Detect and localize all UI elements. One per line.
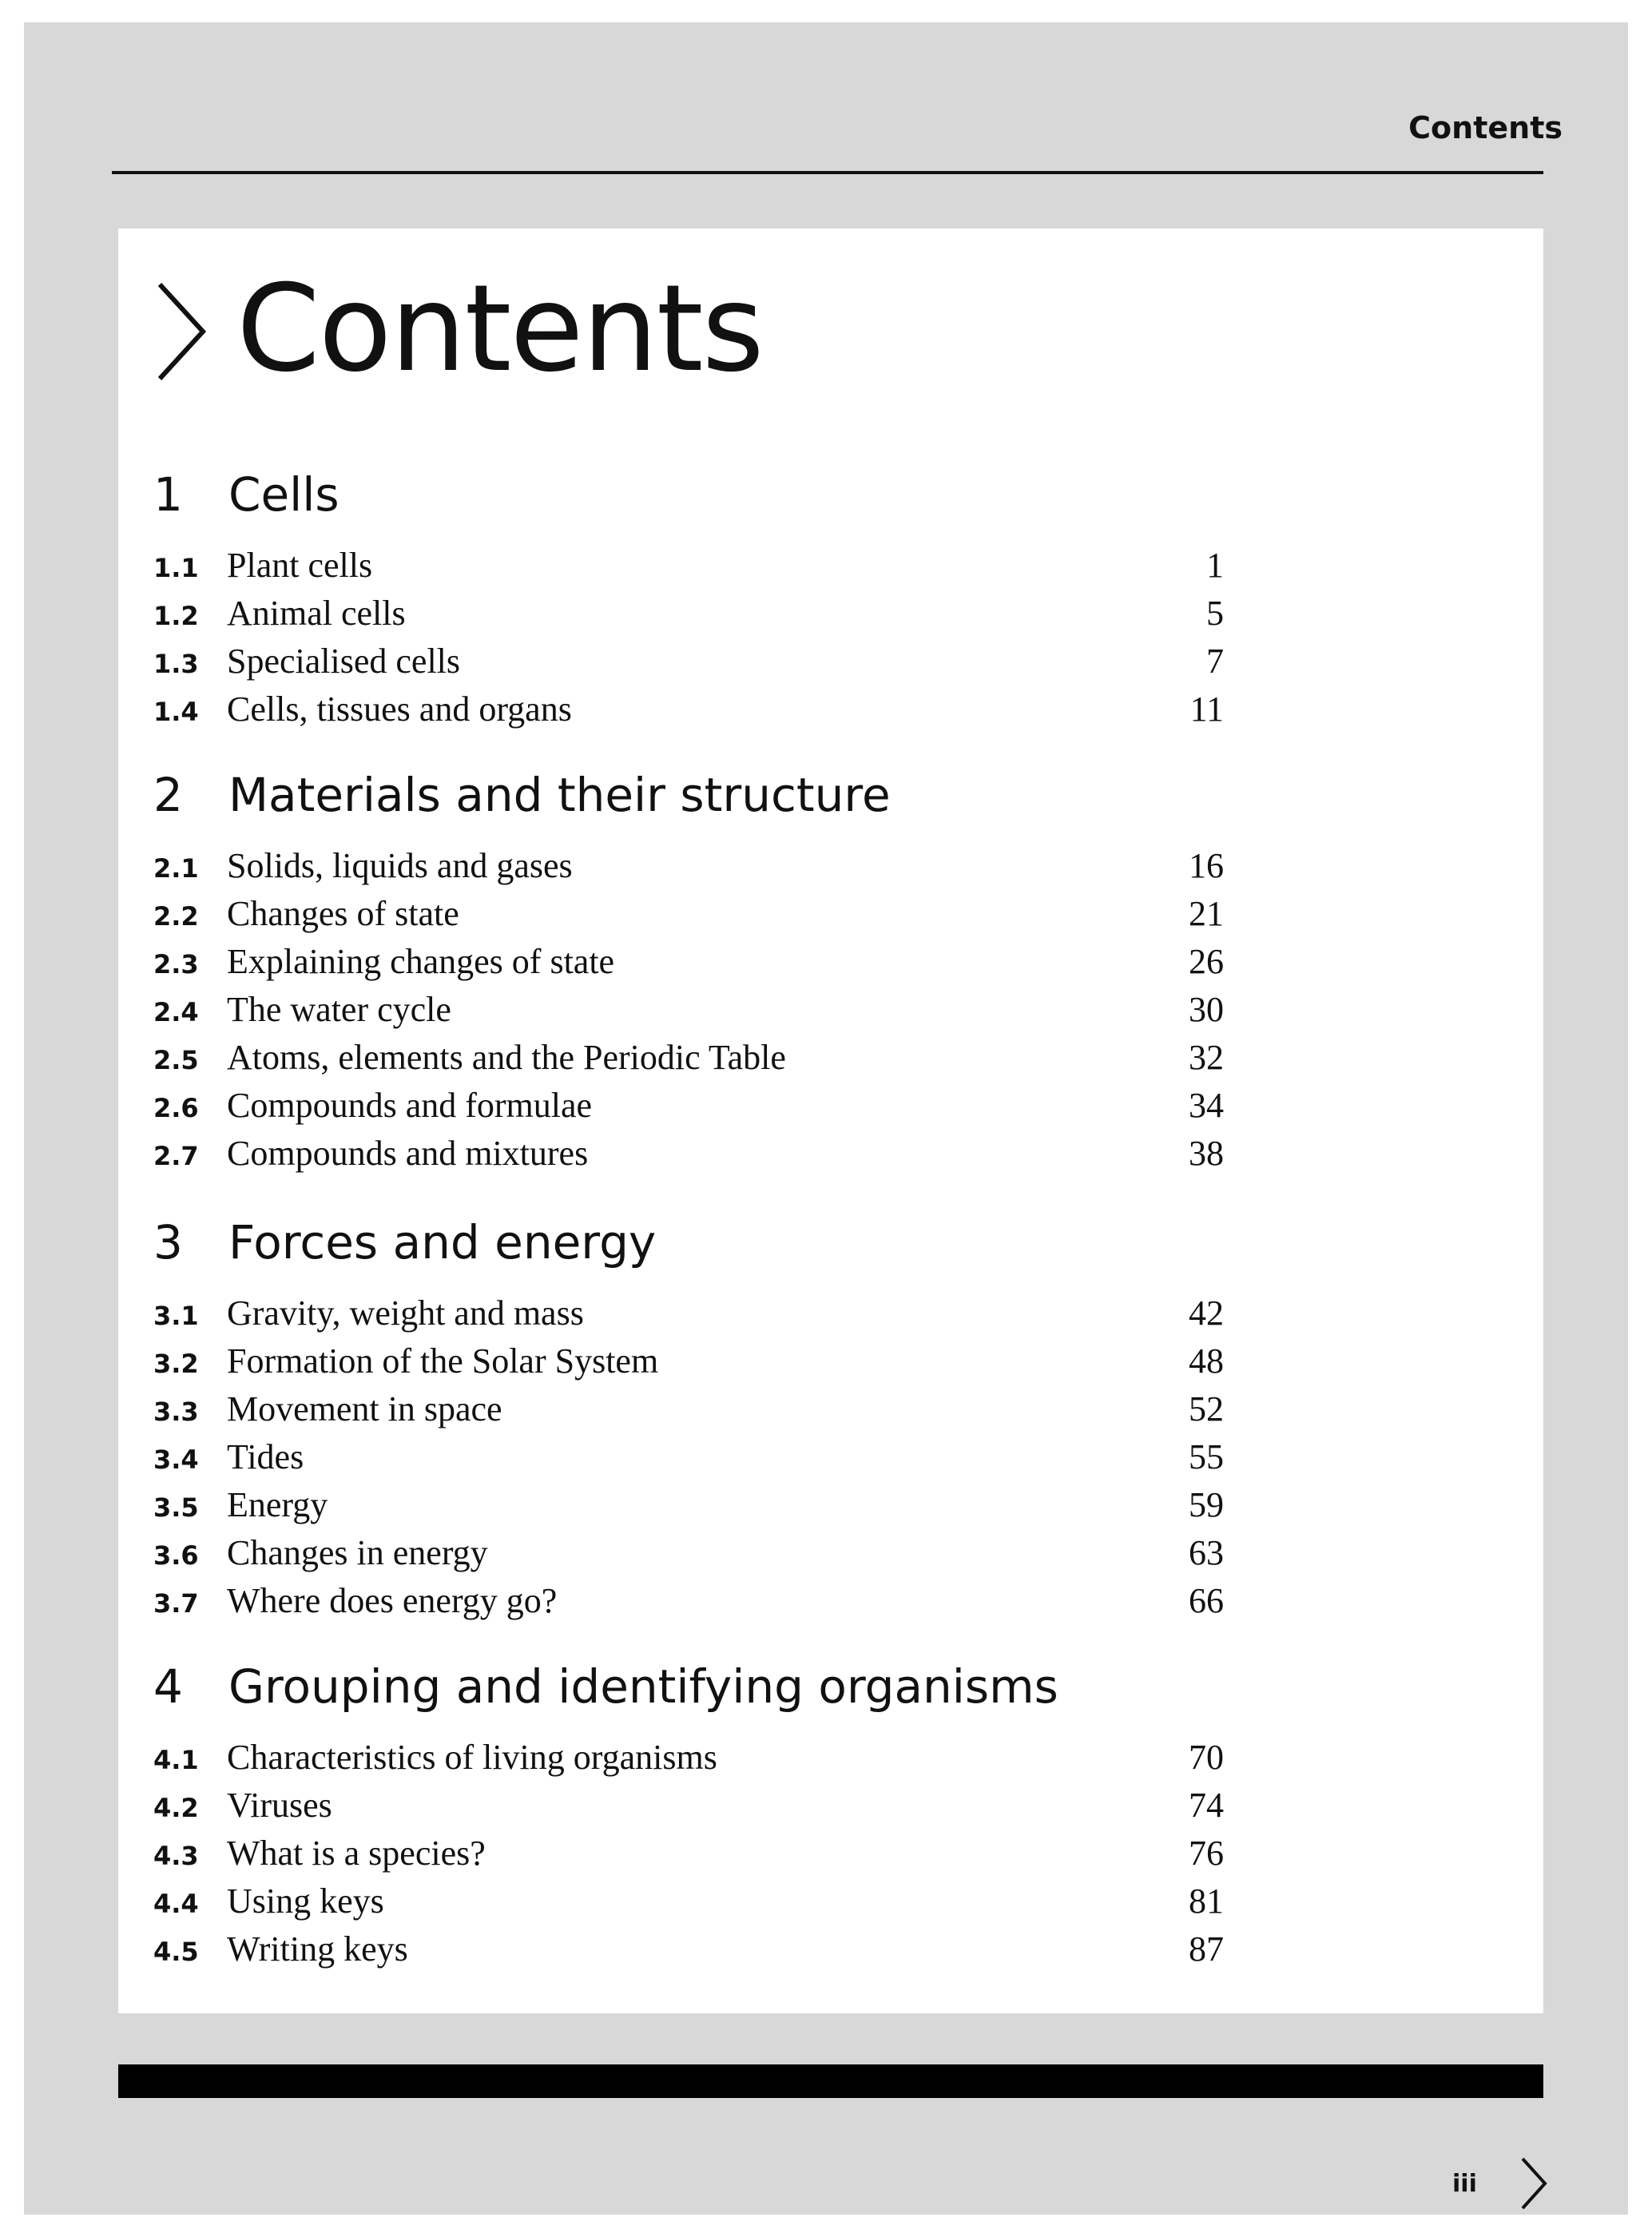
entry-number: 3.5 [153,1492,199,1523]
entry-page: 55 [1189,1437,1224,1476]
toc-entry[interactable] [153,844,1224,892]
toc-entry[interactable] [153,1927,1224,1975]
entry-page: 63 [1189,1533,1224,1572]
toc-entry[interactable] [153,1879,1224,1927]
entry-page: 16 [1189,846,1224,885]
entry-title: Characteristics of living organisms [227,1738,717,1777]
header-divider [112,171,1543,174]
entry-number: 1.3 [153,649,199,679]
entry-page: 21 [1189,894,1224,933]
entry-number: 3.4 [153,1444,199,1475]
toc-entry[interactable] [153,1531,1224,1579]
entry-title: Changes of state [227,894,459,933]
toc-entry[interactable] [153,1735,1224,1783]
entry-page: 76 [1189,1834,1224,1873]
entry-title: Plant cells [227,546,373,585]
toc-entry[interactable] [153,987,1224,1035]
toc-entry[interactable] [153,1131,1224,1179]
entry-number: 2.3 [153,949,199,979]
entry-title: Gravity, weight and mass [227,1293,584,1333]
entry-number: 1.4 [153,697,199,727]
chevron-right-icon[interactable] [1519,2156,1548,2211]
entry-title: Changes in energy [227,1533,488,1572]
toc-entry[interactable] [153,591,1224,639]
entry-title: Where does energy go? [227,1581,558,1620]
entry-title: Viruses [227,1786,332,1825]
entry-title: Writing keys [227,1929,408,1969]
toc-entry[interactable] [153,1579,1224,1627]
entry-number: 3.1 [153,1301,199,1331]
toc-entry[interactable] [153,1435,1224,1483]
page-number: iii [1452,2170,1477,2198]
entry-page: 42 [1189,1293,1224,1333]
entry-title: Atoms, elements and the Periodic Table [227,1038,786,1077]
entry-number: 4.5 [153,1937,199,1967]
entry-title: Solids, liquids and gases [227,846,573,885]
entry-title: Compounds and formulae [227,1086,593,1125]
section-number: 2 [153,768,183,822]
entry-page: 26 [1189,942,1224,981]
entry-page: 70 [1189,1738,1224,1777]
entry-title: Movement in space [227,1389,502,1428]
entry-title: Animal cells [227,594,406,633]
toc-entry[interactable] [153,1339,1224,1387]
entry-page: 74 [1189,1786,1224,1825]
entry-page: 59 [1189,1485,1224,1524]
entry-number: 2.6 [153,1093,199,1123]
entry-page: 1 [1206,546,1224,585]
entry-page: 30 [1189,990,1224,1029]
entry-title: Energy [227,1485,328,1524]
entry-page: 48 [1189,1341,1224,1381]
entry-page: 11 [1189,689,1224,729]
entry-number: 4.2 [153,1793,199,1823]
entry-title: Compounds and mixtures [227,1134,589,1173]
toc-entry[interactable] [153,1387,1224,1435]
toc-entry[interactable] [153,687,1224,735]
section-title: Forces and energy [228,1215,657,1269]
entry-title: Specialised cells [227,642,461,681]
toc-entry[interactable] [153,1783,1224,1831]
entry-number: 2.2 [153,901,199,932]
entry-number: 3.3 [153,1397,199,1427]
toc-entry[interactable] [153,892,1224,940]
entry-number: 4.1 [153,1745,199,1775]
entry-number: 1.1 [153,553,199,583]
entry-title: Tides [227,1437,304,1476]
entry-title: Cells, tissues and organs [227,689,572,729]
section-title: Cells [228,467,340,522]
running-header: Contents [1408,110,1563,145]
entry-number: 2.4 [153,997,199,1027]
toc-entry[interactable] [153,1831,1224,1879]
toc-entry[interactable] [153,543,1224,591]
entry-page: 87 [1189,1929,1224,1969]
toc-entry[interactable] [153,1291,1224,1339]
entry-page: 7 [1206,642,1224,681]
chevron-right-icon [153,280,209,383]
toc-entry[interactable] [153,1083,1224,1131]
entry-title: What is a species? [227,1834,486,1873]
section-title: Grouping and identifying organisms [228,1659,1058,1714]
section-number: 1 [153,467,183,522]
entry-number: 1.2 [153,601,199,631]
entry-page: 38 [1189,1134,1224,1173]
section-title: Materials and their structure [228,768,891,822]
entry-number: 4.3 [153,1841,199,1871]
entry-page: 34 [1189,1086,1224,1125]
entry-number: 4.4 [153,1889,199,1919]
toc-entry[interactable] [153,639,1224,687]
entry-page: 32 [1189,1038,1224,1077]
entry-number: 2.5 [153,1045,199,1075]
page-title: Contents [236,260,763,399]
entry-number: 3.2 [153,1349,199,1379]
entry-page: 52 [1189,1389,1224,1428]
entry-page: 81 [1189,1881,1224,1921]
entry-number: 2.1 [153,853,199,884]
entry-title: Formation of the Solar System [227,1341,659,1381]
entry-number: 3.7 [153,1588,199,1619]
entry-title: Explaining changes of state [227,942,615,981]
section-number: 4 [153,1659,183,1714]
section-number: 3 [153,1215,183,1269]
entry-number: 2.7 [153,1141,199,1171]
footer-bar [118,2064,1543,2098]
entry-number: 3.6 [153,1540,199,1571]
entry-title: The water cycle [227,990,451,1029]
toc-entry[interactable] [153,1483,1224,1531]
toc-entry[interactable] [153,1035,1224,1083]
toc-entry[interactable] [153,940,1224,987]
entry-title: Using keys [227,1881,384,1921]
entry-page: 5 [1206,594,1224,633]
entry-page: 66 [1189,1581,1224,1620]
